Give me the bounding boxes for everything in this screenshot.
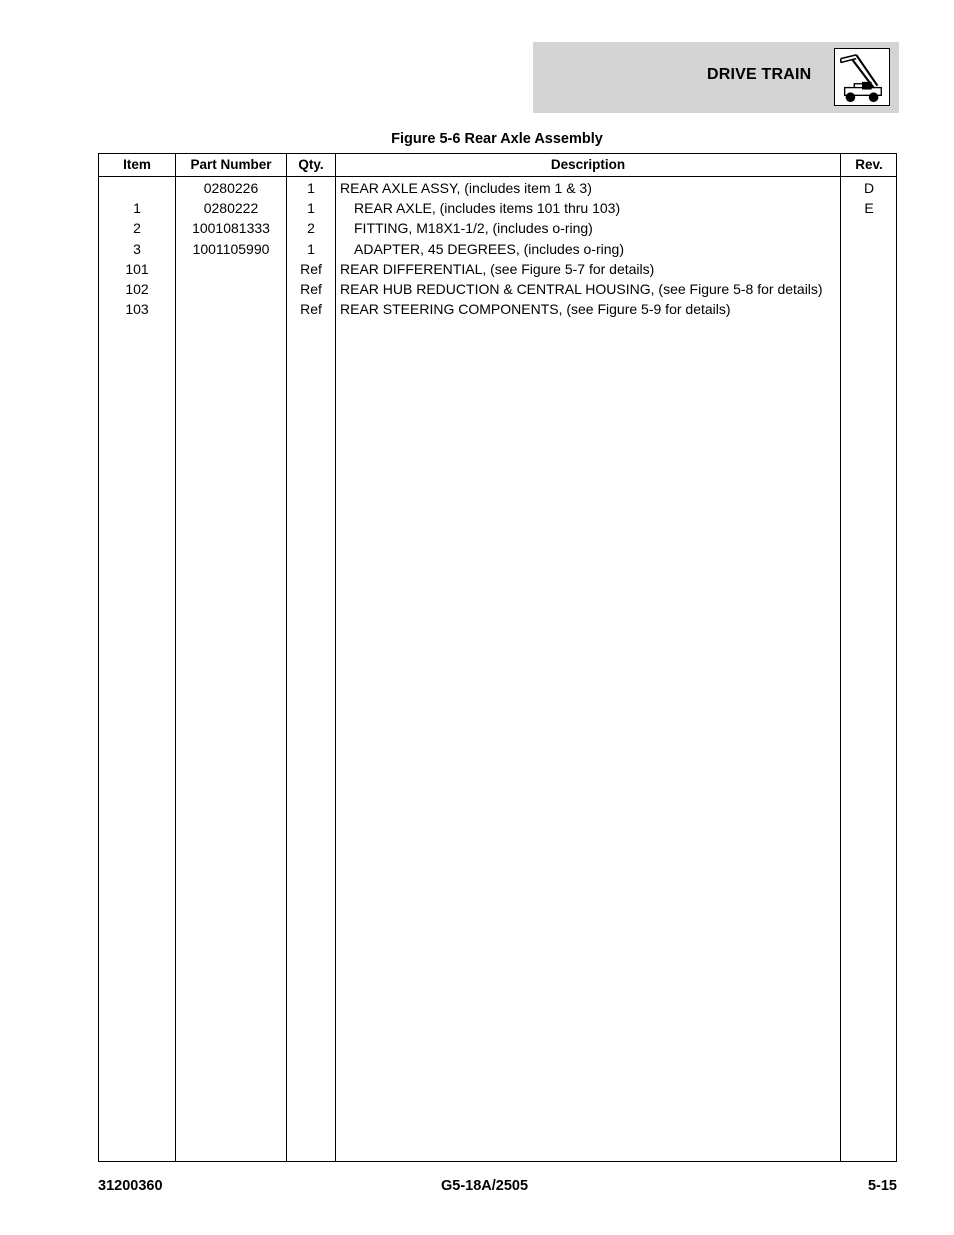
cell-item: 102: [125, 281, 149, 297]
column-header-qty: Qty.: [298, 157, 324, 172]
parts-table: [98, 153, 897, 1162]
cell-qty: Ref: [300, 301, 322, 318]
cell-qty: 1: [307, 200, 315, 217]
figure-title: Figure 5-6 Rear Axle Assembly: [391, 131, 603, 147]
column-header-description: Description: [550, 157, 626, 172]
cell-qty: 1: [307, 240, 315, 257]
cell-part-number: 0280226: [203, 180, 259, 196]
cell-description: REAR AXLE ASSY, (includes item 1 & 3): [340, 180, 592, 196]
table-row: [99, 279, 896, 299]
telehandler-icon: [834, 48, 890, 106]
table-row: [99, 259, 896, 279]
column-header-rev: Rev.: [855, 157, 883, 172]
table-row: [99, 198, 896, 218]
cell-description: FITTING, M18X1-1/2, (includes o-ring): [354, 220, 593, 237]
footer-model: G5-18A/2505: [441, 1178, 529, 1194]
cell-qty: Ref: [300, 260, 322, 277]
column-header-part-number: Part Number: [190, 157, 272, 172]
cell-qty: Ref: [300, 281, 322, 297]
table-row: [99, 299, 896, 319]
table-row: [99, 239, 896, 259]
column-header-item: Item: [123, 157, 151, 172]
table-row: [99, 178, 896, 198]
cell-description: REAR STEERING COMPONENTS, (see Figure 5-9 for details): [340, 301, 731, 318]
cell-qty: 2: [307, 220, 315, 237]
cell-item: 103: [125, 301, 149, 318]
section-title: DRIVE TRAIN: [707, 66, 812, 83]
cell-item: 3: [133, 240, 141, 257]
cell-part-number: 1001081333: [192, 220, 270, 237]
cell-description: REAR HUB REDUCTION & CENTRAL HOUSING, (see Figure 5-8 for details): [340, 281, 823, 297]
cell-item: 2: [133, 220, 141, 237]
footer-doc-number: 31200360: [98, 1178, 163, 1194]
table-row: [99, 218, 896, 238]
cell-item: 101: [125, 260, 149, 277]
header-divider: [99, 176, 896, 177]
cell-rev: D: [863, 180, 875, 196]
cell-description: REAR AXLE, (includes items 101 thru 103): [354, 200, 621, 217]
cell-description: ADAPTER, 45 DEGREES, (includes o-ring): [354, 240, 624, 257]
cell-item: 1: [133, 200, 141, 217]
cell-rev: E: [864, 200, 874, 217]
cell-qty: 1: [307, 180, 315, 196]
cell-part-number: 0280222: [203, 200, 259, 217]
footer-page-number: 5-15: [867, 1178, 897, 1194]
cell-part-number: 1001105990: [192, 240, 270, 257]
cell-description: REAR DIFFERENTIAL, (see Figure 5-7 for details): [340, 260, 655, 277]
